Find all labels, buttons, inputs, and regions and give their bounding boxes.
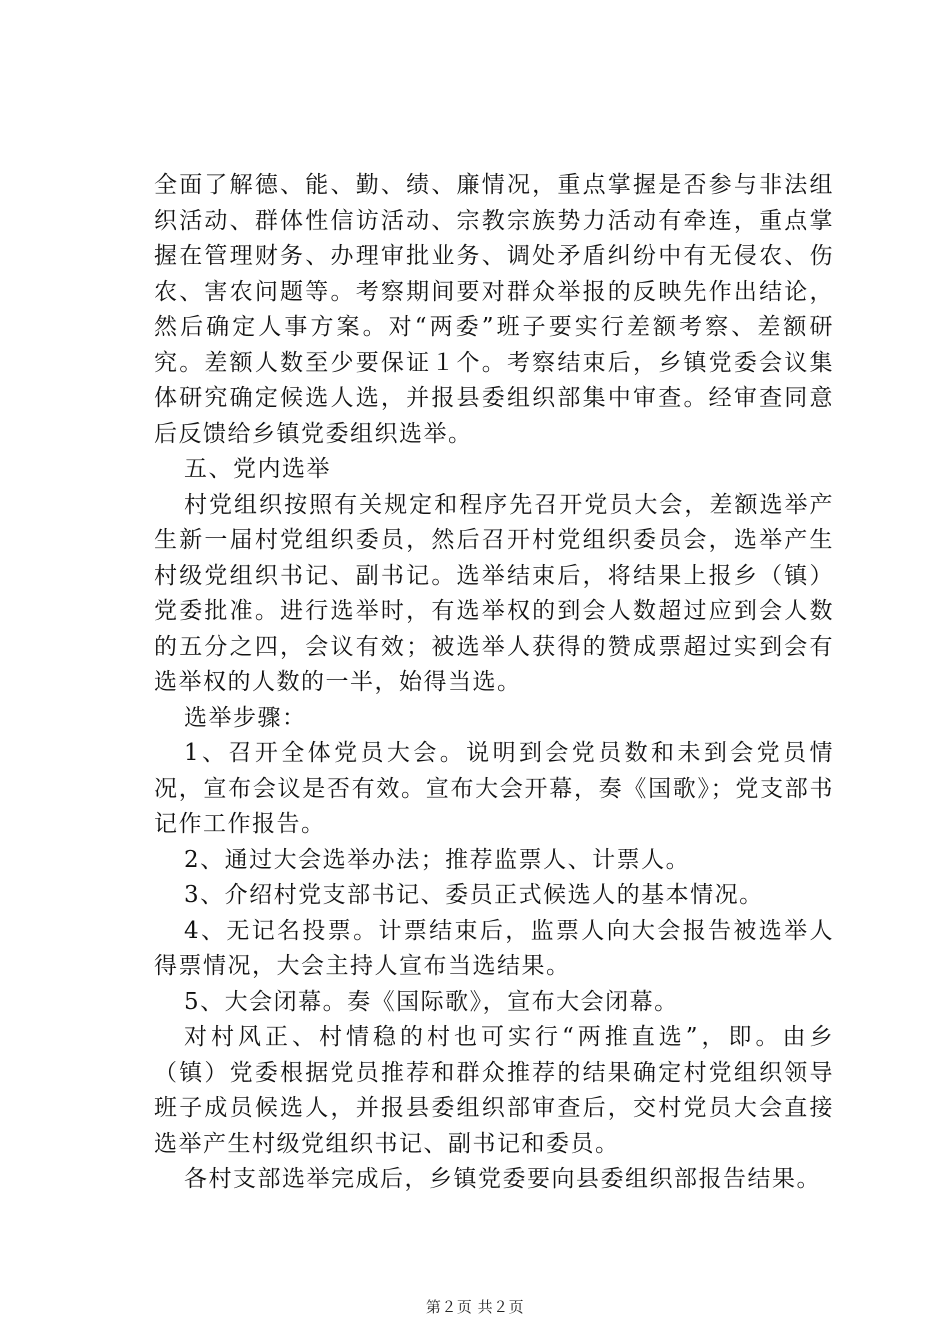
- page-number-footer: 第２页 共２页: [425, 1298, 525, 1316]
- paragraph-continued: 全面了解德、能、勤、绩、廉情况，重点掌握是否参与非法组织活动、群体性信访活动、宗教宗族势力活动有牵连，重点掌握在管理财务、办理审批业务、调处矛盾纠纷中有无侵农、伤农、害农问题等。考察期间要对群众举报的反映先作出结论，然后确定人事方案。对“两委”班子要实行差额考察、差额研究。差额人数至少要保证１个。考察结束后，乡镇党委会议集体研究确定候选人选，并报县委组织部集中审查。经审查同意后反馈给乡镇党委组织选举。: [154, 172, 834, 447]
- section-heading: 五、党内选举: [184, 456, 331, 482]
- paragraph: 村党组织按照有关规定和程序先召开党员大会，差额选举产生新一届村党组织委员，然后召开村党组织委员会，选举产生村级党组织书记、副书记。选举结束后，将结果上报乡（镇）党委批准。进行选举时，有选举权的到会人数超过应到会人数的五分之四，会议有效；被选举人获得的赞成票超过实到会有选举权的人数的一半，始得当选。: [154, 491, 834, 695]
- subheading: 选举步骤：: [184, 704, 307, 731]
- list-item: 1、召开全体党员大会。说明到会党员数和未到会党员情况，宣布会议是否有效。宣布大会开幕，奏《国歌》；党支部书记作工作报告。: [154, 740, 834, 837]
- list-item: 4、无记名投票。计票结束后，监票人向大会报告被选举人得票情况，大会主持人宣布当选结果。: [154, 917, 834, 979]
- paragraph: 各村支部选举完成后，乡镇党委要向县委组织部报告结果。: [184, 1166, 821, 1192]
- list-item: 3、介绍村党支部书记、委员正式候选人的基本情况。: [184, 882, 764, 908]
- list-item: 2、通过大会选举办法；推荐监票人、计票人。: [184, 846, 691, 873]
- paragraph: 对村风正、村情稳的村也可实行“两推直选”，即。由乡（镇）党委根据党员推荐和群众推荐的结果确定村党组织领导班子成员候选人，并报县委组织部审查后，交村党员大会直接选举产生村级党组织书记、副书记和委员。: [154, 1024, 834, 1157]
- document-body: [154, 168, 834, 1198]
- list-item: 5、大会闭幕。奏《国际歌》，宣布大会闭幕。: [184, 988, 679, 1015]
